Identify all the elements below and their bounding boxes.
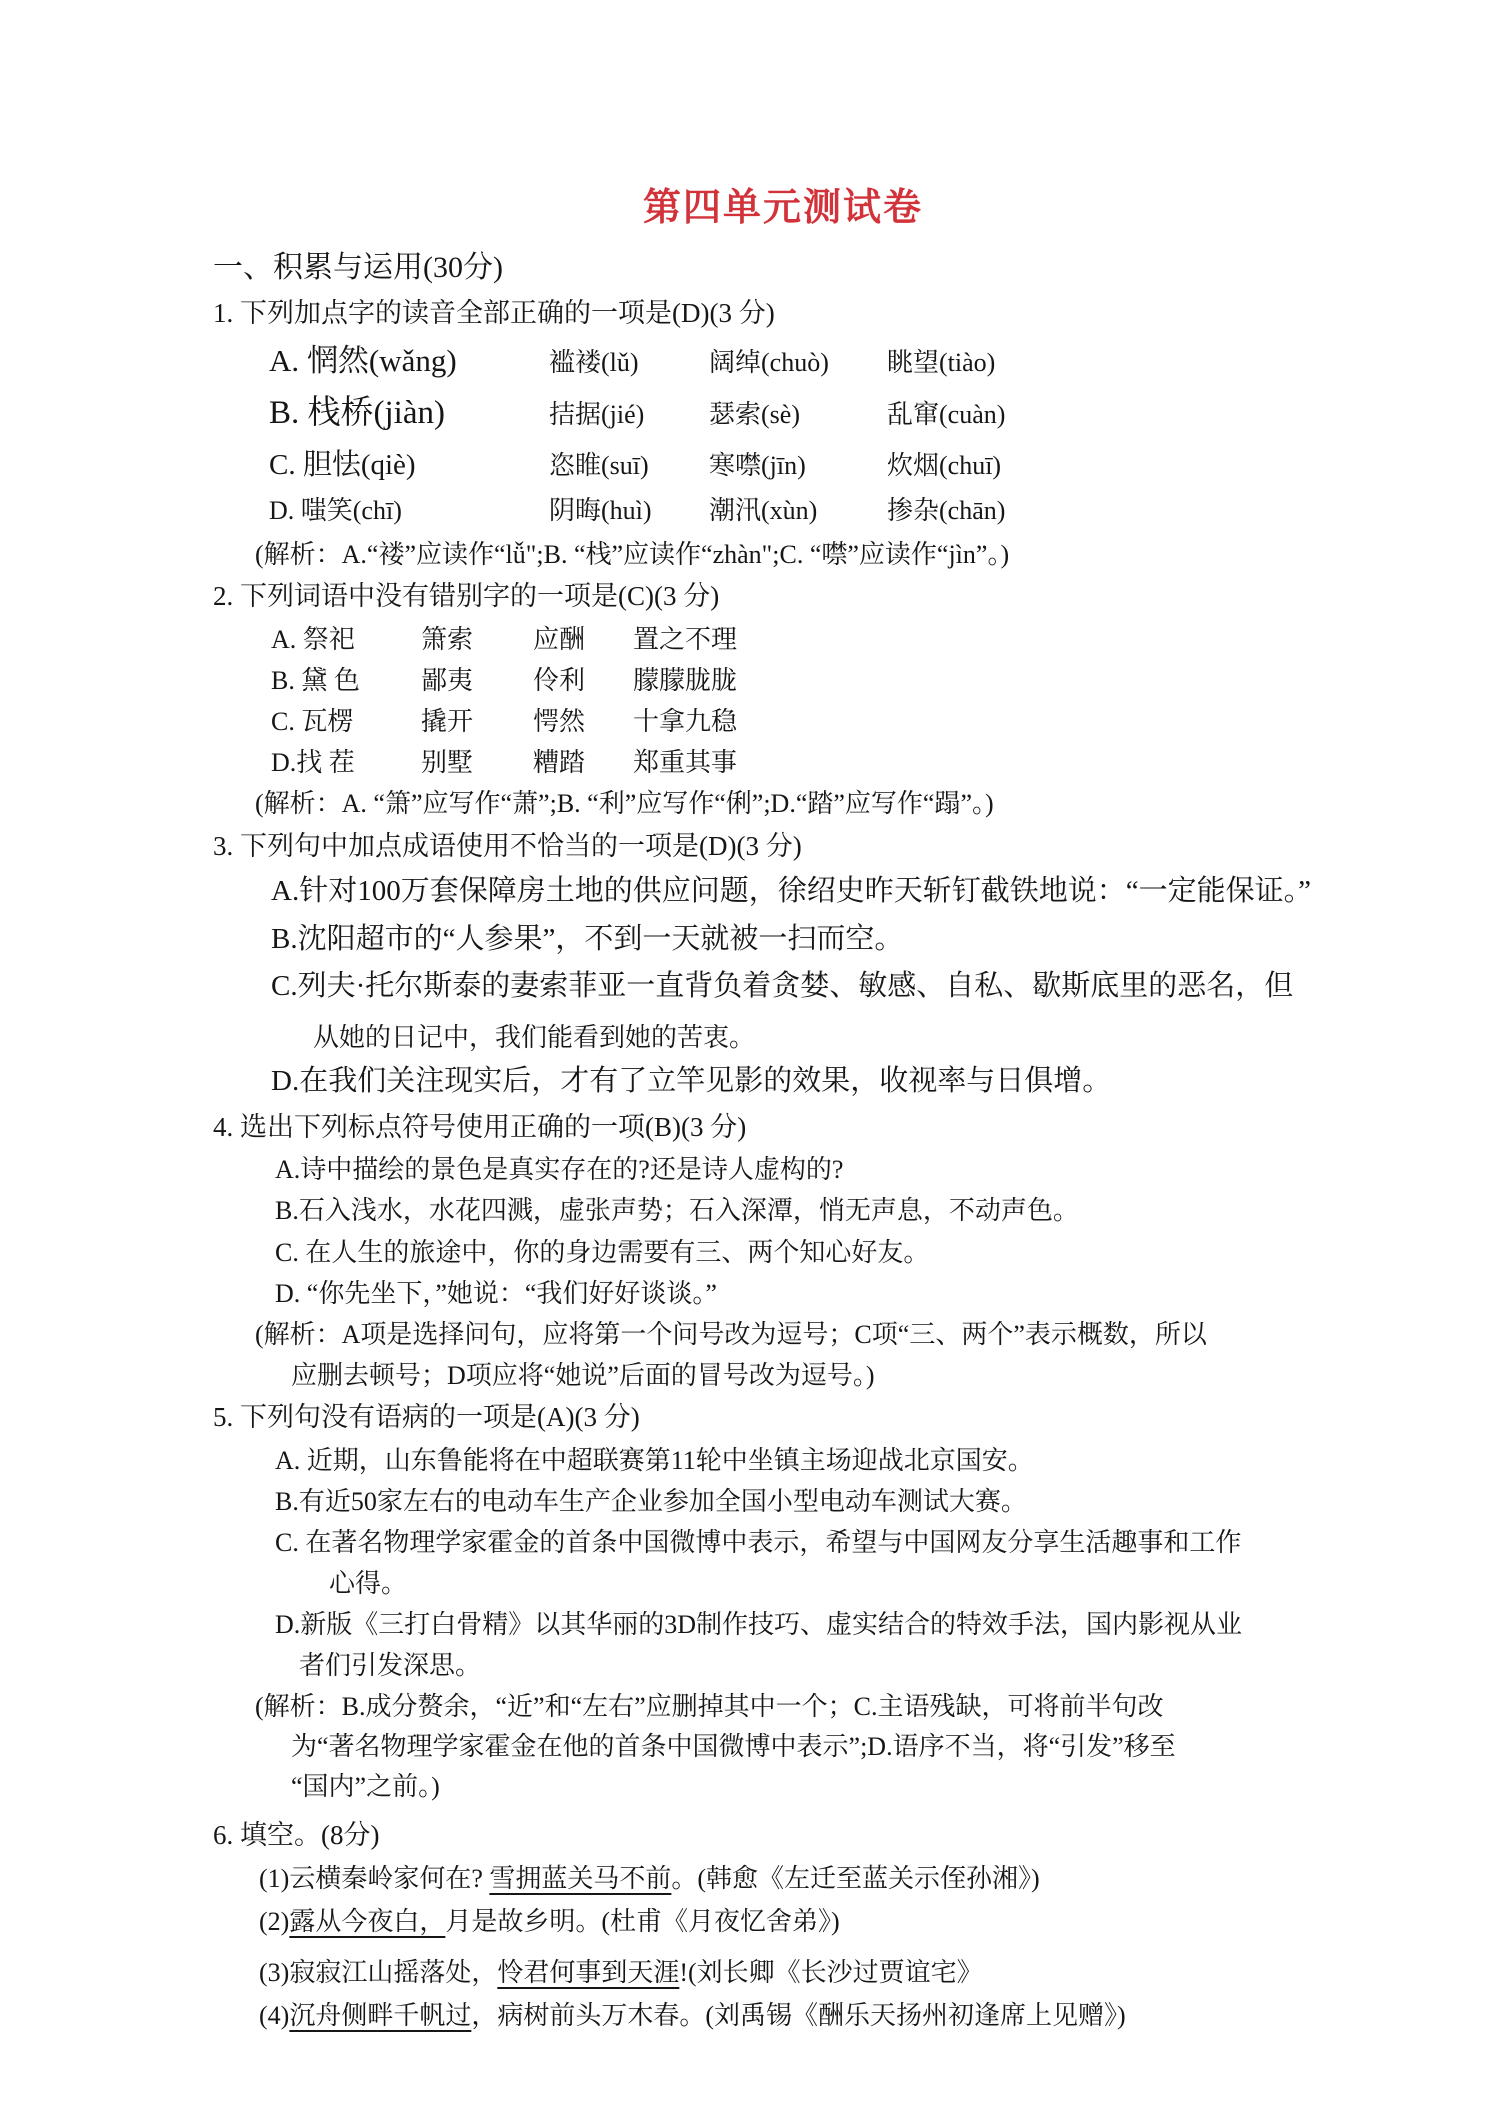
q1-option-c-cell-3: 炊烟(chuī) [887,451,1002,481]
q6-item-4-post: ，病树前头万木春。(刘禹锡《酬乐天扬州初逢席上见赠》) [471,2000,1126,2030]
q2-option-a-cell-1: 箫索 [421,624,474,654]
q3-option-a: A.针对100万套保障房土地的供应问题，徐绍史昨天斩钉截铁地说：“一定能保证。” [271,875,1311,908]
q1-option-d-cell-1: 阴晦(huì) [549,496,652,526]
q1-option-a-word: A. 惘然(wǎng) [269,343,457,379]
q3-option-d: D.在我们关注现实后，才有了立竿见影的效果，收视率与日俱增。 [271,1065,1112,1098]
q6-item-3-answer: 怜君何事到天涯 [497,1957,680,1987]
q5-option-a: A. 近期，山东鲁能将在中超联赛第11轮中坐镇主场迎战北京国安。 [275,1445,1034,1475]
q1-option-b-cell-3: 乱窜(cuàn) [887,400,1006,430]
q2-option-b-cell-2: 伶利 [533,665,586,695]
q6-item-3-pre: (3)寂寂江山摇落处， [259,1957,498,1987]
q2-option-d-cell-1: 别墅 [421,748,474,778]
q2-option-row-d [271,744,1323,782]
q2-option-c-cell-2: 愕然 [533,707,586,737]
paper-content [213,186,1323,2039]
q4-option-a: A.诗中描绘的景色是真实存在的?还是诗人虚构的? [275,1155,844,1185]
q2-analysis: (解析：A. “箫”应写作“萧”;B. “利”应写作“俐”;D.“踏”应写作“蹋”。) [255,789,994,819]
q4-analysis-line-1: (解析：A项是选择问句，应将第一个问号改为逗号；C项“三、两个”表示概数，所以 [255,1319,1207,1349]
q1-analysis: (解析：A.“褛”应读作“lǚ";B. “栈”应读作“zhàn";C. “噤”应读作“jìn”。) [255,539,1010,569]
q1-option-b-word: B. 栈桥(jiàn) [269,395,445,432]
q2-option-a-cell-3: 置之不理 [633,624,738,654]
question-6-stem: 6. 填空。(8分) [213,1819,380,1850]
q1-option-row-c [269,444,1323,486]
q1-option-a-cell-2: 阔绰(chuò) [709,348,829,378]
q1-option-b-cell-2: 瑟索(sè) [709,400,800,430]
paper-title: 第四单元测试卷 [642,187,923,229]
q2-option-d-cell-3: 郑重其事 [633,748,738,778]
q2-option-a-cell-0: A. 祭祀 [271,624,355,654]
q3-option-b: B.沈阳超市的“人参果”，不到一天就被一扫而空。 [271,922,904,955]
q2-option-c-cell-1: 撬开 [421,707,474,737]
q2-option-c-cell-0: C. 瓦楞 [271,707,354,737]
q2-option-c-cell-3: 十拿九稳 [633,707,738,737]
q6-item-3-post: !(刘长卿《长沙过贾谊宅》 [679,1957,983,1987]
q5-analysis-line-3: “国内”之前。) [291,1772,440,1802]
q2-option-row-c [271,703,1323,741]
q2-option-row-b [271,662,1323,700]
q6-item-1-post: 。(韩愈《左迁至蓝关示侄孙湘》) [671,1863,1040,1893]
q2-option-row-a [271,621,1323,659]
q5-option-c-continued: 心得。 [329,1569,408,1599]
q1-option-row-d [269,492,1323,530]
q5-analysis-line-2: 为“著名物理学家霍金在他的首条中国微博中表示”;D.语序不当，将“引发”移至 [291,1732,1176,1762]
q5-option-d-continued: 者们引发深思。 [299,1651,482,1681]
q6-item-2-pre: (2) [259,1906,290,1936]
q2-option-d-cell-2: 糟踏 [533,748,586,778]
q5-analysis-line-1: (解析：B.成分赘余，“近”和“左右”应删掉其中一个；C.主语残缺，可将前半句改 [255,1691,1164,1721]
q6-item-1 [259,1859,1323,1898]
q5-option-c: C. 在著名物理学家霍金的首条中国微博中表示，希望与中国网友分享生活趣事和工作 [275,1527,1242,1557]
q2-option-a-cell-2: 应酬 [533,624,586,654]
q2-option-d-cell-0: D.找 茬 [271,748,355,778]
q5-option-d: D.新版《三打白骨精》以其华丽的3D制作技巧、虚实结合的特效手法，国内影视从业 [275,1609,1243,1639]
q3-option-c: C.列夫·托尔斯泰的妻索菲亚一直背负着贪婪、敏感、自私、歇斯底里的恶名，但 [271,970,1294,1003]
q6-item-2-answer: 露从今夜白， [289,1906,446,1936]
q1-option-c-cell-2: 寒噤(jīn) [709,451,806,481]
q4-option-d: D. “你先坐下，”她说：“我们好好谈谈。” [275,1278,717,1308]
q6-item-4 [259,1996,1323,2035]
q1-option-c-word: C. 胆怯(qiè) [269,449,416,482]
q1-option-row-a [269,339,1323,384]
question-3-stem: 3. 下列句中加点成语使用不恰当的一项是(D)(3 分) [213,831,802,862]
q2-option-b-cell-3: 朦朦胧胧 [633,665,738,695]
q1-option-b-cell-1: 拮据(jié) [549,400,645,430]
q1-option-a-cell-1: 褴褛(lǔ) [549,348,639,378]
q6-item-1-pre: (1)云横秦岭家何在? [259,1863,490,1893]
q5-option-b: B.有近50家左右的电动车生产企业参加全国小型电动车测试大赛。 [275,1486,1027,1516]
q1-option-a-cell-3: 眺望(tiào) [887,348,996,378]
question-1-stem: 1. 下列加点字的读音全部正确的一项是(D)(3 分) [213,298,775,329]
q1-option-d-word: D. 嗤笑(chī) [269,496,402,526]
q1-option-d-cell-2: 潮汛(xùn) [709,496,818,526]
q1-option-c-cell-1: 恣睢(suī) [549,451,649,481]
q6-item-2-post: 月是故乡明。(杜甫《月夜忆舍弟》) [445,1906,840,1936]
q2-option-b-cell-1: 鄙夷 [421,665,474,695]
q6-item-2 [259,1902,1323,1941]
q3-option-c-continued: 从她的日记中，我们能看到她的苦衷。 [313,1022,756,1052]
q6-item-4-pre: (4) [259,2000,290,2030]
question-5-stem: 5. 下列句没有语病的一项是(A)(3 分) [213,1402,640,1433]
q6-item-3 [259,1953,1323,1992]
q4-analysis-line-2: 应删去顿号；D项应将“她说”后面的冒号改为逗号。) [291,1360,875,1390]
q6-item-1-answer: 雪拥蓝关马不前 [489,1863,672,1893]
q2-option-b-cell-0: B. 黛 色 [271,665,360,695]
q4-option-b: B.石入浅水，水花四溅，虚张声势；石入深潭，悄无声息，不动声色。 [275,1196,1079,1226]
q4-option-c: C. 在人生的旅途中，你的身边需要有三、两个知心好友。 [275,1237,930,1267]
section-1-heading: 一、积累与运用(30分) [213,250,503,284]
q1-option-row-b [269,390,1323,438]
q6-item-4-answer: 沉舟侧畔千帆过 [289,2000,472,2030]
question-2-stem: 2. 下列词语中没有错别字的一项是(C)(3 分) [213,581,720,612]
q1-option-d-cell-3: 掺杂(chān) [887,496,1006,526]
question-4-stem: 4. 选出下列标点符号使用正确的一项(B)(3 分) [213,1111,747,1142]
